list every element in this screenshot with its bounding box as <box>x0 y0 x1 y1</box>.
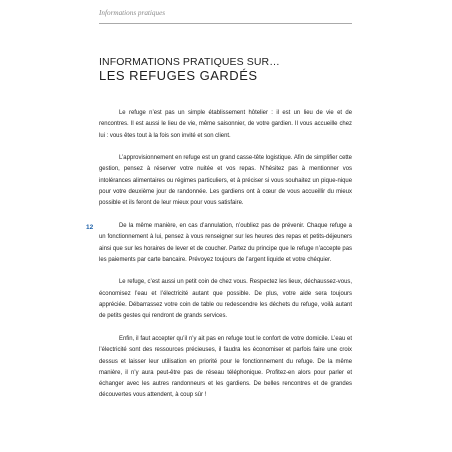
paragraph-3: De la même manière, en cas d’annulation, n’oubliez pas de prévenir. Chaque refuge a un fonctionnement à lui, pensez à vous renseigner sur les heures des repas et petits-déjeuners ainsi que sur les horaires de lever et de coucher. Partez du principe que le refuge n’accepte pas les paiements par carte bancaire. Prévoyez toujours de l’argent liquide et votre chéquier. <box>99 222 352 263</box>
paragraph-4: Le refuge, c’est aussi un petit coin de chez vous. Respectez les lieux, déchaussez-vous, économisez l’eau et l’électricité autant que possible. De plus, votre aide sera toujours appréciée. Débarrassez votre coin de table ou redescendre les déchets du refuge, voilà autant de petits gestes qui rendront de grands services. <box>99 279 352 320</box>
header-rule <box>99 23 352 24</box>
paragraph-5: Enfin, il faut accepter qu’il n’y ait pas en refuge tout le confort de votre domicile. L’eau et l’électricité sont des ressources précieuses, il faudra les économiser et parfois faire une croix dessus et laisser leur utilisation en priorité pour le fonctionnement du refuge. De la même manière, il n’y aura peut-être pas de réseau téléphonique. Profitez-en alors pour parler et échanger avec les autres randonneurs et les gardiens. De belles rencontres et de grandes découvertes vous attendent, à coup sûr ! <box>99 335 352 399</box>
body-text <box>99 108 352 413</box>
paragraph-1: Le refuge n’est pas un simple établissement hôtelier : il est un lieu de vie et de rencontres. Il est aussi le lieu de vie, même saisonnier, de votre gardien. Il vous accueille chez lui : vous êtes tout à la fois son invité et son client. <box>99 110 352 139</box>
section-title-line-2: LES REFUGES GARDÉS <box>99 68 258 83</box>
paragraph-2: L’approvisionnement en refuge est un grand casse-tête logistique. Afin de simplifier cette gestion, pensez à réserver votre nuitée et vos repas. N’hésitez pas à mentionner vos intolérances alimentaires ou régimes particuliers, et à préciser si vous souhaitez un pique-nique pour votre deuxième jour de randonnée. Les gardiens ont à cœur de vous accueillir du mieux possible et ils feront de leur mieux pour vous satisfaire. <box>99 155 352 207</box>
running-header: Informations pratiques <box>99 9 166 17</box>
page-number: 12 <box>86 224 94 231</box>
section-title-line-1: INFORMATIONS PRATIQUES SUR… <box>99 56 280 68</box>
